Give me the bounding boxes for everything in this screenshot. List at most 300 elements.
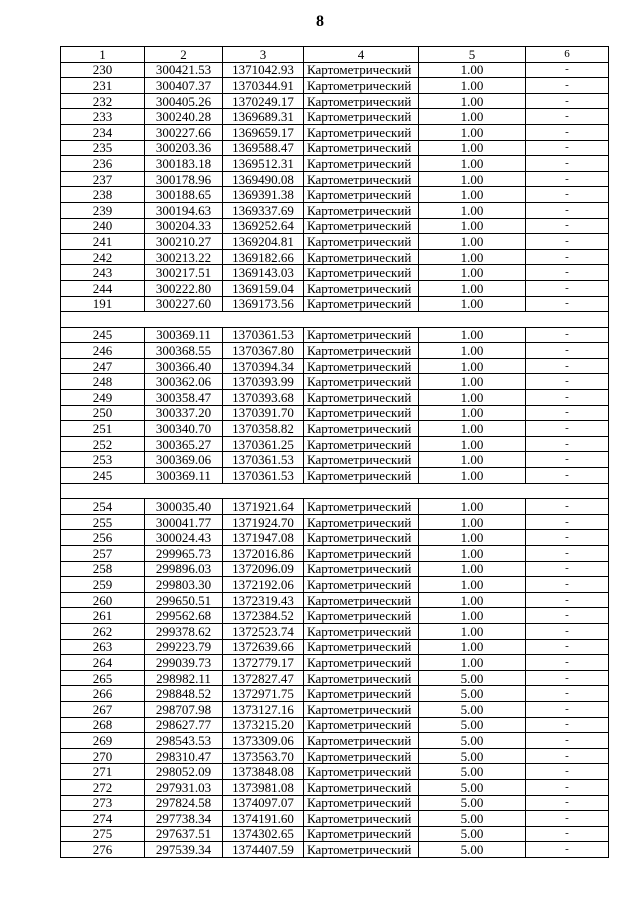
method-cell: Картометрический — [304, 78, 419, 94]
x-coordinate-cell: 300358.47 — [145, 390, 223, 406]
precision-cell: 1.00 — [419, 390, 526, 406]
y-coordinate-cell: 1372016.86 — [223, 546, 304, 562]
point-number-cell: 234 — [61, 124, 145, 140]
point-number-cell: 269 — [61, 733, 145, 749]
note-cell: - — [526, 374, 609, 390]
x-coordinate-cell: 300340.70 — [145, 421, 223, 437]
table-row — [61, 733, 609, 749]
table-row — [61, 748, 609, 764]
method-cell: Картометрический — [304, 639, 419, 655]
separator-cell — [61, 483, 609, 499]
note-cell: - — [526, 296, 609, 312]
precision-cell: 1.00 — [419, 655, 526, 671]
y-coordinate-cell: 1369659.17 — [223, 124, 304, 140]
table-row — [61, 327, 609, 343]
method-cell: Картометрический — [304, 390, 419, 406]
point-number-cell: 232 — [61, 93, 145, 109]
method-cell: Картометрический — [304, 748, 419, 764]
note-cell: - — [526, 218, 609, 234]
point-number-cell: 275 — [61, 826, 145, 842]
header-cell-3: 3 — [223, 47, 304, 63]
header-cell-2: 2 — [145, 47, 223, 63]
x-coordinate-cell: 298543.53 — [145, 733, 223, 749]
y-coordinate-cell: 1372639.66 — [223, 639, 304, 655]
point-number-cell: 268 — [61, 717, 145, 733]
y-coordinate-cell: 1372319.43 — [223, 592, 304, 608]
precision-cell: 5.00 — [419, 826, 526, 842]
x-coordinate-cell: 300407.37 — [145, 78, 223, 94]
y-coordinate-cell: 1369689.31 — [223, 109, 304, 125]
point-number-cell: 266 — [61, 686, 145, 702]
y-coordinate-cell: 1373563.70 — [223, 748, 304, 764]
x-coordinate-cell: 300041.77 — [145, 514, 223, 530]
method-cell: Картометрический — [304, 733, 419, 749]
precision-cell: 1.00 — [419, 561, 526, 577]
note-cell: - — [526, 171, 609, 187]
y-coordinate-cell: 1372192.06 — [223, 577, 304, 593]
note-cell: - — [526, 468, 609, 484]
point-number-cell: 243 — [61, 265, 145, 281]
point-number-cell: 233 — [61, 109, 145, 125]
precision-cell: 1.00 — [419, 343, 526, 359]
x-coordinate-cell: 300194.63 — [145, 202, 223, 218]
method-cell: Картометрический — [304, 608, 419, 624]
y-coordinate-cell: 1370367.80 — [223, 343, 304, 359]
note-cell: - — [526, 826, 609, 842]
point-number-cell: 240 — [61, 218, 145, 234]
precision-cell: 1.00 — [419, 171, 526, 187]
x-coordinate-cell: 300227.60 — [145, 296, 223, 312]
precision-cell: 1.00 — [419, 639, 526, 655]
x-coordinate-cell: 300222.80 — [145, 280, 223, 296]
note-cell: - — [526, 748, 609, 764]
y-coordinate-cell: 1369252.64 — [223, 218, 304, 234]
x-coordinate-cell: 298982.11 — [145, 670, 223, 686]
point-number-cell: 258 — [61, 561, 145, 577]
note-cell: - — [526, 62, 609, 78]
note-cell: - — [526, 109, 609, 125]
y-coordinate-cell: 1369204.81 — [223, 234, 304, 250]
point-number-cell: 251 — [61, 421, 145, 437]
method-cell: Картометрический — [304, 249, 419, 265]
note-cell: - — [526, 234, 609, 250]
method-cell: Картометрический — [304, 156, 419, 172]
note-cell: - — [526, 623, 609, 639]
method-cell: Картометрический — [304, 62, 419, 78]
table-row — [61, 265, 609, 281]
table-row — [61, 577, 609, 593]
note-cell: - — [526, 343, 609, 359]
x-coordinate-cell: 300178.96 — [145, 171, 223, 187]
table-row — [61, 686, 609, 702]
x-coordinate-cell: 298310.47 — [145, 748, 223, 764]
table-row — [61, 530, 609, 546]
header-cell-4: 4 — [304, 47, 419, 63]
precision-cell: 5.00 — [419, 764, 526, 780]
note-cell: - — [526, 546, 609, 562]
note-cell: - — [526, 608, 609, 624]
y-coordinate-cell: 1374097.07 — [223, 795, 304, 811]
table-row — [61, 343, 609, 359]
precision-cell: 5.00 — [419, 701, 526, 717]
y-coordinate-cell: 1373848.08 — [223, 764, 304, 780]
x-coordinate-cell: 300210.27 — [145, 234, 223, 250]
point-number-cell: 252 — [61, 436, 145, 452]
note-cell: - — [526, 358, 609, 374]
table-row — [61, 623, 609, 639]
note-cell: - — [526, 421, 609, 437]
y-coordinate-cell: 1374407.59 — [223, 842, 304, 858]
method-cell: Картометрический — [304, 670, 419, 686]
x-coordinate-cell: 297539.34 — [145, 842, 223, 858]
table-row — [61, 764, 609, 780]
precision-cell: 1.00 — [419, 468, 526, 484]
table-header — [61, 47, 609, 63]
x-coordinate-cell: 297637.51 — [145, 826, 223, 842]
precision-cell: 1.00 — [419, 499, 526, 515]
precision-cell: 1.00 — [419, 421, 526, 437]
method-cell: Картометрический — [304, 218, 419, 234]
point-number-cell: 241 — [61, 234, 145, 250]
y-coordinate-cell: 1371924.70 — [223, 514, 304, 530]
y-coordinate-cell: 1369391.38 — [223, 187, 304, 203]
method-cell: Картометрический — [304, 124, 419, 140]
point-number-cell: 235 — [61, 140, 145, 156]
point-number-cell: 273 — [61, 795, 145, 811]
precision-cell: 1.00 — [419, 187, 526, 203]
method-cell: Картометрический — [304, 436, 419, 452]
y-coordinate-cell: 1370393.99 — [223, 374, 304, 390]
precision-cell: 1.00 — [419, 374, 526, 390]
note-cell: - — [526, 733, 609, 749]
precision-cell: 1.00 — [419, 546, 526, 562]
precision-cell: 5.00 — [419, 733, 526, 749]
precision-cell: 1.00 — [419, 530, 526, 546]
precision-cell: 5.00 — [419, 842, 526, 858]
x-coordinate-cell: 300369.11 — [145, 468, 223, 484]
y-coordinate-cell: 1372096.09 — [223, 561, 304, 577]
method-cell: Картометрический — [304, 717, 419, 733]
table-row — [61, 124, 609, 140]
table-row — [61, 468, 609, 484]
x-coordinate-cell: 299223.79 — [145, 639, 223, 655]
point-number-cell: 238 — [61, 187, 145, 203]
table-row — [61, 296, 609, 312]
method-cell: Картометрический — [304, 686, 419, 702]
method-cell: Картометрический — [304, 514, 419, 530]
table-row — [61, 93, 609, 109]
precision-cell: 1.00 — [419, 452, 526, 468]
point-number-cell: 248 — [61, 374, 145, 390]
page-number: 8 — [316, 13, 324, 30]
y-coordinate-cell: 1369159.04 — [223, 280, 304, 296]
method-cell: Картометрический — [304, 592, 419, 608]
y-coordinate-cell: 1374302.65 — [223, 826, 304, 842]
precision-cell: 1.00 — [419, 296, 526, 312]
method-cell: Картометрический — [304, 795, 419, 811]
precision-cell: 1.00 — [419, 436, 526, 452]
y-coordinate-cell: 1370361.53 — [223, 468, 304, 484]
table-row — [61, 218, 609, 234]
table-row — [61, 499, 609, 515]
note-cell: - — [526, 764, 609, 780]
x-coordinate-cell: 300217.51 — [145, 265, 223, 281]
point-number-cell: 239 — [61, 202, 145, 218]
precision-cell: 1.00 — [419, 234, 526, 250]
x-coordinate-cell: 300227.66 — [145, 124, 223, 140]
method-cell: Картометрический — [304, 171, 419, 187]
y-coordinate-cell: 1373215.20 — [223, 717, 304, 733]
header-cell-6: 6 — [526, 47, 609, 63]
table-row — [61, 171, 609, 187]
x-coordinate-cell: 300213.22 — [145, 249, 223, 265]
precision-cell: 1.00 — [419, 514, 526, 530]
note-cell: - — [526, 686, 609, 702]
y-coordinate-cell: 1369182.66 — [223, 249, 304, 265]
method-cell: Картометрический — [304, 280, 419, 296]
y-coordinate-cell: 1373127.16 — [223, 701, 304, 717]
method-cell: Картометрический — [304, 358, 419, 374]
precision-cell: 1.00 — [419, 218, 526, 234]
method-cell: Картометрический — [304, 779, 419, 795]
point-number-cell: 261 — [61, 608, 145, 624]
table-row — [61, 670, 609, 686]
point-number-cell: 267 — [61, 701, 145, 717]
separator-row — [61, 483, 609, 499]
note-cell: - — [526, 717, 609, 733]
x-coordinate-cell: 300337.20 — [145, 405, 223, 421]
note-cell: - — [526, 514, 609, 530]
precision-cell: 1.00 — [419, 140, 526, 156]
x-coordinate-cell: 298848.52 — [145, 686, 223, 702]
method-cell: Картометрический — [304, 109, 419, 125]
precision-cell: 1.00 — [419, 265, 526, 281]
note-cell: - — [526, 561, 609, 577]
point-number-cell: 260 — [61, 592, 145, 608]
precision-cell: 5.00 — [419, 670, 526, 686]
note-cell: - — [526, 639, 609, 655]
table-row — [61, 358, 609, 374]
method-cell: Картометрический — [304, 421, 419, 437]
point-number-cell: 276 — [61, 842, 145, 858]
x-coordinate-cell: 300240.28 — [145, 109, 223, 125]
precision-cell: 5.00 — [419, 717, 526, 733]
note-cell: - — [526, 795, 609, 811]
point-number-cell: 230 — [61, 62, 145, 78]
y-coordinate-cell: 1370394.34 — [223, 358, 304, 374]
x-coordinate-cell: 300369.06 — [145, 452, 223, 468]
y-coordinate-cell: 1371042.93 — [223, 62, 304, 78]
x-coordinate-cell: 300024.43 — [145, 530, 223, 546]
x-coordinate-cell: 300405.26 — [145, 93, 223, 109]
precision-cell: 1.00 — [419, 249, 526, 265]
note-cell: - — [526, 78, 609, 94]
y-coordinate-cell: 1372523.74 — [223, 623, 304, 639]
x-coordinate-cell: 299896.03 — [145, 561, 223, 577]
note-cell: - — [526, 452, 609, 468]
x-coordinate-cell: 299378.62 — [145, 623, 223, 639]
precision-cell: 1.00 — [419, 592, 526, 608]
table-row — [61, 280, 609, 296]
point-number-cell: 253 — [61, 452, 145, 468]
x-coordinate-cell: 298052.09 — [145, 764, 223, 780]
method-cell: Картометрический — [304, 577, 419, 593]
precision-cell: 1.00 — [419, 608, 526, 624]
precision-cell: 1.00 — [419, 78, 526, 94]
y-coordinate-cell: 1371921.64 — [223, 499, 304, 515]
method-cell: Картометрический — [304, 655, 419, 671]
x-coordinate-cell: 300366.40 — [145, 358, 223, 374]
note-cell: - — [526, 265, 609, 281]
coordinates-table-body — [61, 62, 609, 857]
y-coordinate-cell: 1371947.08 — [223, 530, 304, 546]
point-number-cell: 247 — [61, 358, 145, 374]
table-row — [61, 156, 609, 172]
table-row — [61, 62, 609, 78]
x-coordinate-cell: 299039.73 — [145, 655, 223, 671]
method-cell: Картометрический — [304, 93, 419, 109]
method-cell: Картометрический — [304, 623, 419, 639]
x-coordinate-cell: 297931.03 — [145, 779, 223, 795]
precision-cell: 1.00 — [419, 327, 526, 343]
note-cell: - — [526, 655, 609, 671]
method-cell: Картометрический — [304, 343, 419, 359]
precision-cell: 1.00 — [419, 358, 526, 374]
y-coordinate-cell: 1373309.06 — [223, 733, 304, 749]
precision-cell: 1.00 — [419, 202, 526, 218]
y-coordinate-cell: 1372779.17 — [223, 655, 304, 671]
y-coordinate-cell: 1373981.08 — [223, 779, 304, 795]
table-row — [61, 639, 609, 655]
point-number-cell: 191 — [61, 296, 145, 312]
table-row — [61, 249, 609, 265]
table-row — [61, 78, 609, 94]
note-cell: - — [526, 93, 609, 109]
x-coordinate-cell: 297738.34 — [145, 811, 223, 827]
method-cell: Картометрический — [304, 811, 419, 827]
x-coordinate-cell: 300188.65 — [145, 187, 223, 203]
note-cell: - — [526, 327, 609, 343]
precision-cell: 5.00 — [419, 795, 526, 811]
table-row — [61, 187, 609, 203]
precision-cell: 1.00 — [419, 93, 526, 109]
method-cell: Картометрический — [304, 842, 419, 858]
point-number-cell: 237 — [61, 171, 145, 187]
point-number-cell: 263 — [61, 639, 145, 655]
method-cell: Картометрический — [304, 140, 419, 156]
y-coordinate-cell: 1370361.25 — [223, 436, 304, 452]
x-coordinate-cell: 299650.51 — [145, 592, 223, 608]
point-number-cell: 249 — [61, 390, 145, 406]
note-cell: - — [526, 577, 609, 593]
table-row — [61, 795, 609, 811]
y-coordinate-cell: 1369143.03 — [223, 265, 304, 281]
point-number-cell: 272 — [61, 779, 145, 795]
x-coordinate-cell: 300421.53 — [145, 62, 223, 78]
x-coordinate-cell: 298627.77 — [145, 717, 223, 733]
table-row — [61, 842, 609, 858]
note-cell: - — [526, 187, 609, 203]
method-cell: Картометрический — [304, 187, 419, 203]
table-row — [61, 234, 609, 250]
table-row — [61, 717, 609, 733]
method-cell: Картометрический — [304, 561, 419, 577]
method-cell: Картометрический — [304, 701, 419, 717]
separator-cell — [61, 312, 609, 328]
header-cell-1: 1 — [61, 47, 145, 63]
note-cell: - — [526, 842, 609, 858]
table-row — [61, 374, 609, 390]
table-row — [61, 655, 609, 671]
method-cell: Картометрический — [304, 530, 419, 546]
method-cell: Картометрический — [304, 202, 419, 218]
table-row — [61, 701, 609, 717]
point-number-cell: 257 — [61, 546, 145, 562]
precision-cell: 1.00 — [419, 62, 526, 78]
y-coordinate-cell: 1370391.70 — [223, 405, 304, 421]
table-row — [61, 826, 609, 842]
table-row — [61, 202, 609, 218]
point-number-cell: 250 — [61, 405, 145, 421]
table-row — [61, 436, 609, 452]
note-cell: - — [526, 156, 609, 172]
method-cell: Картометрический — [304, 468, 419, 484]
x-coordinate-cell: 300035.40 — [145, 499, 223, 515]
header-cell-5: 5 — [419, 47, 526, 63]
x-coordinate-cell: 299562.68 — [145, 608, 223, 624]
note-cell: - — [526, 280, 609, 296]
method-cell: Картометрический — [304, 826, 419, 842]
point-number-cell: 264 — [61, 655, 145, 671]
precision-cell: 1.00 — [419, 623, 526, 639]
precision-cell: 5.00 — [419, 811, 526, 827]
precision-cell: 1.00 — [419, 577, 526, 593]
x-coordinate-cell: 300204.33 — [145, 218, 223, 234]
table-row — [61, 140, 609, 156]
y-coordinate-cell: 1374191.60 — [223, 811, 304, 827]
method-cell: Картометрический — [304, 546, 419, 562]
note-cell: - — [526, 140, 609, 156]
point-number-cell: 236 — [61, 156, 145, 172]
point-number-cell: 256 — [61, 530, 145, 546]
table-row — [61, 779, 609, 795]
note-cell: - — [526, 779, 609, 795]
precision-cell: 1.00 — [419, 280, 526, 296]
x-coordinate-cell: 299803.30 — [145, 577, 223, 593]
note-cell: - — [526, 701, 609, 717]
x-coordinate-cell: 298707.98 — [145, 701, 223, 717]
table-row — [61, 109, 609, 125]
point-number-cell: 270 — [61, 748, 145, 764]
precision-cell: 5.00 — [419, 779, 526, 795]
x-coordinate-cell: 300203.36 — [145, 140, 223, 156]
y-coordinate-cell: 1370361.53 — [223, 452, 304, 468]
note-cell: - — [526, 592, 609, 608]
precision-cell: 5.00 — [419, 686, 526, 702]
precision-cell: 1.00 — [419, 405, 526, 421]
y-coordinate-cell: 1369490.08 — [223, 171, 304, 187]
x-coordinate-cell: 300183.18 — [145, 156, 223, 172]
note-cell: - — [526, 530, 609, 546]
y-coordinate-cell: 1372827.47 — [223, 670, 304, 686]
y-coordinate-cell: 1370344.91 — [223, 78, 304, 94]
x-coordinate-cell: 299965.73 — [145, 546, 223, 562]
y-coordinate-cell: 1370393.68 — [223, 390, 304, 406]
method-cell: Картометрический — [304, 265, 419, 281]
note-cell: - — [526, 436, 609, 452]
note-cell: - — [526, 405, 609, 421]
note-cell: - — [526, 670, 609, 686]
